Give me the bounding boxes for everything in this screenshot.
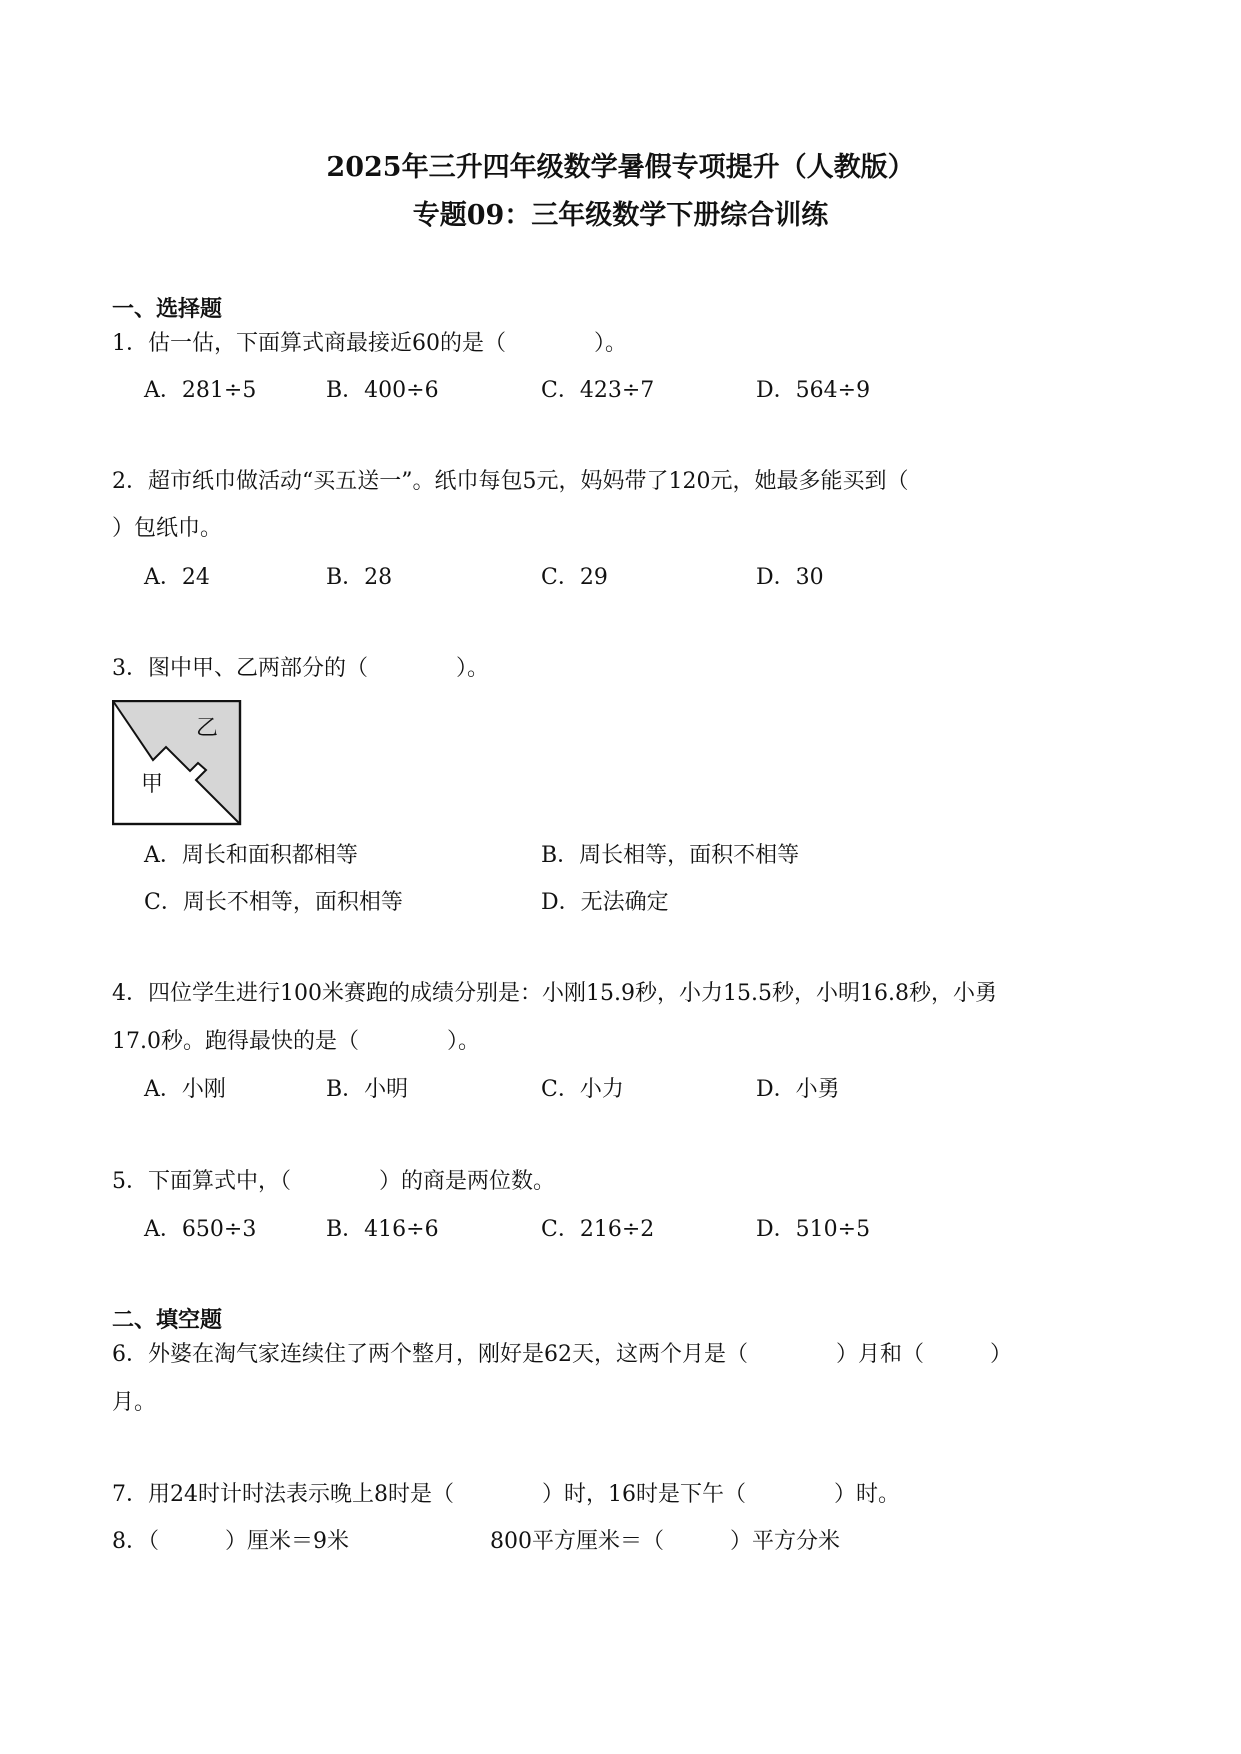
q5-option-a: A．650÷3 [144, 1217, 257, 1242]
q1-option-c: C．423÷7 [541, 378, 655, 403]
q3-option-c: C．周长不相等，面积相等 [144, 890, 403, 915]
page-title: 2025年三升四年级数学暑假专项提升（人教版） [326, 152, 915, 183]
q2-option-b: B．28 [326, 565, 393, 590]
q3-option-d: D．无法确定 [541, 890, 669, 915]
label-yi: 乙 [196, 716, 219, 741]
q5-option-c: C．216÷2 [541, 1217, 655, 1242]
square-diagram [112, 700, 242, 826]
question-5-stem: 5．下面算式中，（ ）的商是两位数。 [112, 1169, 555, 1194]
q5-option-b: B．416÷6 [326, 1217, 439, 1242]
q2-option-a: A．24 [144, 565, 210, 590]
q3-option-a: A．周长和面积都相等 [144, 843, 358, 868]
question-1-stem: 1．估一估，下面算式商最接近60的是（ ）。 [112, 331, 627, 356]
jia-yi-square-figure [112, 700, 242, 826]
question-2-stem-line2: ）包纸巾。 [112, 516, 223, 541]
question-2-stem-line1: 2．超市纸巾做活动“买五送一”。纸巾每包5元，妈妈带了120元，她最多能买到（ [112, 469, 909, 494]
question-7-stem: 7．用24时计时法表示晚上8时是（ ）时，16时是下午（ ）时。 [112, 1482, 900, 1507]
question-3-stem: 3．图中甲、乙两部分的（ ）。 [112, 656, 489, 681]
question-6-stem-line1: 6．外婆在淘气家连续住了两个整月，刚好是62天，这两个月是（ ）月和（ ） [112, 1342, 1012, 1367]
q2-option-d: D．30 [756, 565, 824, 590]
q4-option-c: C．小力 [541, 1077, 624, 1102]
q4-option-b: B．小明 [326, 1077, 409, 1102]
q2-option-c: C．29 [541, 565, 608, 590]
section-heading-fill: 二、填空题 [112, 1307, 223, 1333]
section-heading-choice: 一、选择题 [112, 296, 223, 322]
question-6-stem-line2: 月。 [112, 1390, 157, 1415]
q1-option-a: A．281÷5 [144, 378, 257, 403]
question-4-stem-line2: 17.0秒。跑得最快的是（ ）。 [112, 1029, 480, 1054]
page-subtitle: 专题09：三年级数学下册综合训练 [412, 200, 829, 231]
question-8-part1: 8．（ ）厘米＝9米 [112, 1529, 349, 1554]
q5-option-d: D．510÷5 [756, 1217, 871, 1242]
q1-option-d: D．564÷9 [756, 378, 871, 403]
q3-option-b: B．周长相等，面积不相等 [541, 843, 800, 868]
question-8-part2: 800平方厘米＝（ ）平方分米 [490, 1529, 840, 1554]
label-jia: 甲 [141, 772, 164, 797]
q4-option-a: A．小刚 [144, 1077, 226, 1102]
q4-option-d: D．小勇 [756, 1077, 840, 1102]
question-4-stem-line1: 4．四位学生进行100米赛跑的成绩分别是：小刚15.9秒，小力15.5秒，小明16.8秒，小勇 [112, 981, 997, 1006]
q1-option-b: B．400÷6 [326, 378, 439, 403]
